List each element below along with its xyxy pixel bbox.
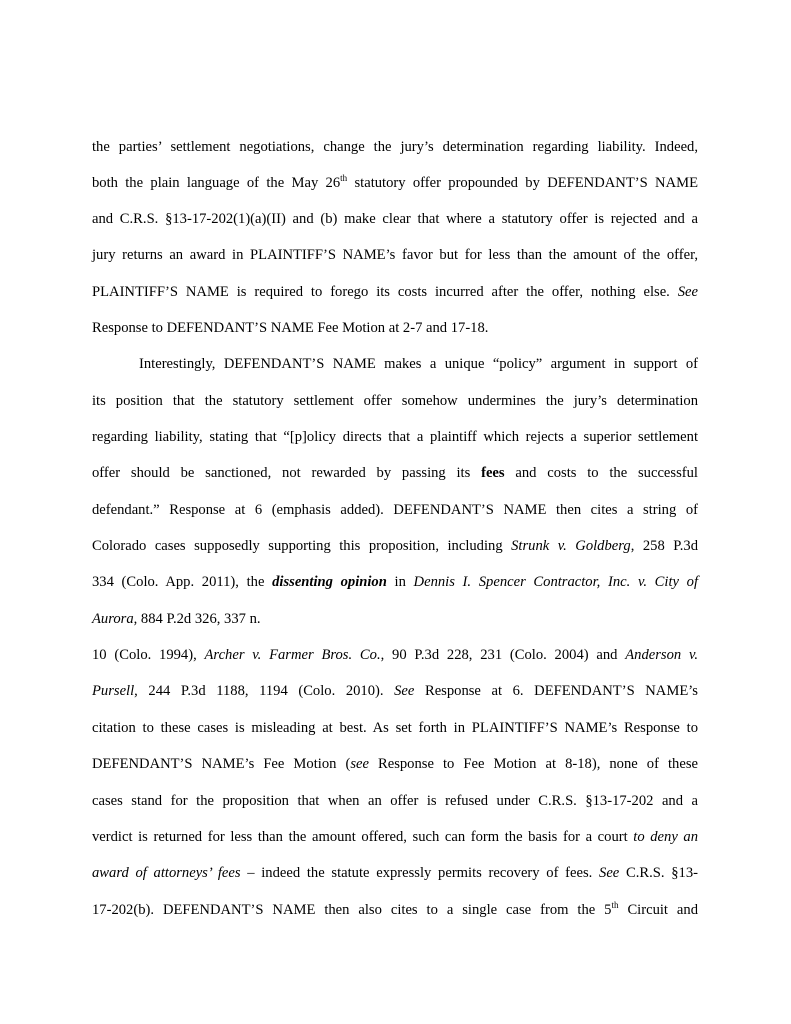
text-line: award of attorneys’ fees – indeed the statute expressly permits recovery of fees. See C.R.S. §13- [92,865,699,881]
paragraph-first-line: Interestingly, DEFENDANT’S NAME makes a unique “policy” argument in support of [139,356,698,372]
text-line: citation to these cases is misleading at best. As set forth in PLAINTIFF’S NAME’s Response to [92,720,698,736]
text-line: the parties’ settlement negotiations, change the jury’s determination regarding liability. Indeed, [92,139,698,155]
text-line: 334 (Colo. App. 2011), the dissenting opinion in Dennis I. Spencer Contractor, Inc. v. City of [92,574,698,590]
text-line: verdict is returned for less than the amount offered, such can form the basis for a court to deny an [92,829,698,845]
text-line: regarding liability, stating that “[p]olicy directs that a plaintiff which rejects a superior settlement [92,429,698,445]
text-line: DEFENDANT’S NAME’s Fee Motion (see Response to Fee Motion at 8-18), none of these [92,756,698,772]
text-line: Response to DEFENDANT’S NAME Fee Motion at 2-7 and 17-18. [92,320,489,336]
text-line: cases stand for the proposition that when an offer is refused under C.R.S. §13-17-202 and a [92,793,698,809]
text-line: jury returns an award in PLAINTIFF’S NAME’s favor but for less than the amount of the offer, [92,247,698,263]
text-line: 17-202(b). DEFENDANT’S NAME then also cites to a single case from the 5th Circuit and [92,900,698,918]
text-line: 10 (Colo. 1994), Archer v. Farmer Bros. Co., 90 P.3d 228, 231 (Colo. 2004) and Anderson v. [92,647,698,663]
text-line: both the plain language of the May 26th statutory offer propounded by DEFENDANT’S NAME [92,173,699,191]
text-line: its position that the statutory settlement offer somehow undermines the jury’s determination [92,393,698,409]
text-line: Aurora, 884 P.2d 326, 337 n. [92,611,261,627]
text-line: offer should be sanctioned, not rewarded by passing its fees and costs to the successful [92,465,698,481]
text-line: Colorado cases supposedly supporting this proposition, including Strunk v. Goldberg, 258 P.3d [92,538,698,554]
text-line: and C.R.S. §13-17-202(1)(a)(II) and (b) make clear that where a statutory offer is rejected and a [92,211,698,227]
text-line: defendant.” Response at 6 (emphasis added). DEFENDANT’S NAME then cites a string of [92,502,698,518]
text-line: Pursell, 244 P.3d 1188, 1194 (Colo. 2010). See Response at 6. DEFENDANT’S NAME’s [92,683,698,699]
text-line: PLAINTIFF’S NAME is required to forego its costs incurred after the offer, nothing else. See [92,284,698,300]
